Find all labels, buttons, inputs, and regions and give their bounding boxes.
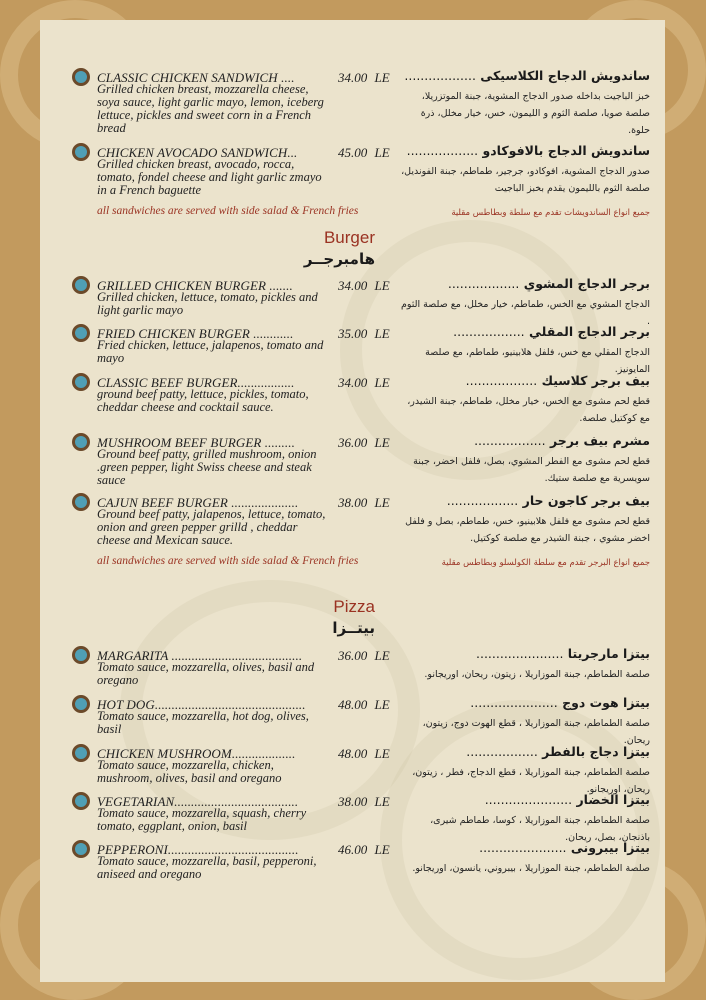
item-description-arabic: قطع لحم مشوى مع الفطر المشوي، بصل، فلفل اخضر، جبنة سويسرية مع صلصة ستيك.: [413, 456, 650, 484]
item-description-arabic: صلصة الطماطم، جبنة الموزاريلا ، كوسا، طماطم شيرى، باذنجان، بصل، ريحان.: [430, 815, 650, 843]
item-description: Tomato sauce, mozzarella, hot dog, olives, basil: [97, 709, 309, 736]
item-name-arabic: بيف برجر كاجون حار ..................: [446, 493, 650, 508]
item-name-arabic: ساندويش الدجاج الكلاسيكى ..................: [404, 68, 650, 83]
bullet-icon: [72, 744, 90, 762]
sandwich-note-arabic: جميع انواع الساندويشات تقدم مع سلطة وبطاطس مقلية: [451, 208, 650, 218]
item-name: PEPPERONI.......................................: [97, 842, 299, 857]
item-name-arabic: ساندويش الدجاج بالافوكادو ..................: [406, 143, 650, 158]
item-description-arabic: الدجاج المقلي مع خس، فلفل هلابينيو، طماطم، مع صلصة المايونيز.: [425, 347, 650, 375]
arabic-name-text: بيف برجر كاجون حار: [522, 493, 650, 508]
item-description: Tomato sauce, mozzarella, olives, basil and oregano: [97, 660, 315, 687]
item-description: Grilled chicken breast, mozzarella cheese, soya sauce, light garlic mayo, lemon, iceberg lettuce, pickles and sweet corn in a French bread: [97, 82, 324, 135]
item-name: CHICKEN MUSHROOM...................: [97, 746, 296, 761]
item-price: 46.00 LE: [338, 842, 390, 857]
item-description-arabic: قطع لحم مشوى مع فلفل هلابينيو، خس، طماطم، بصل و فلفل اخضر مشوي ، جبنة الشيدر مع صلصة كوكتيل.: [405, 516, 650, 544]
item-name-arabic: بيف برجر كلاسيك ..................: [465, 373, 650, 388]
arabic-name-text: برجر الدجاج المشوي: [523, 276, 650, 291]
arabic-name-text: برجر الدجاج المقلي: [529, 324, 650, 339]
item-name-arabic: بيتزا هوت دوج ......................: [470, 695, 650, 710]
item-name: MARGARITA .......................................: [97, 648, 303, 663]
item-description: Fried chicken, lettuce, jalapenos, tomato and mayo: [97, 338, 324, 365]
item-description-arabic: صلصة الطماطم، جبنة الموزاريلا ، قطع الهوت دوج، زيتون، ريحان.: [422, 718, 650, 746]
item-price: 35.00 LE: [338, 326, 390, 341]
item-name-arabic: مشرم بيف برجر ..................: [474, 433, 650, 448]
arabic-name-text: بيتزا هوت دوج: [562, 695, 650, 710]
bullet-icon: [72, 433, 90, 451]
item-name: HOT DOG.............................................: [97, 697, 306, 712]
item-name: GRILLED CHICKEN BURGER .......: [97, 278, 293, 293]
item-name: CAJUN BEEF BURGER ....................: [97, 495, 299, 510]
bullet-icon: [72, 646, 90, 664]
item-description: ground beef patty, lettuce, pickles, tomato, cheddar cheese and cocktail sauce.: [97, 387, 309, 414]
arabic-name-text: بيف برجر كلاسيك: [541, 373, 650, 388]
item-name-arabic: بيتزا دجاج بالفطر ..................: [466, 744, 650, 759]
item-price: 36.00 LE: [338, 648, 390, 663]
item-price: 36.00 LE: [338, 435, 390, 450]
arabic-name-text: ساندويش الدجاج بالافوكادو: [482, 143, 650, 158]
item-name-arabic: بيتزا بيبرونى ......................: [479, 840, 650, 855]
bullet-icon: [72, 695, 90, 713]
item-name: MUSHROOM BEEF BURGER .........: [97, 435, 295, 450]
item-description-arabic: قطع لحم مشوى مع الخس، خيار مخلل، طماطم، جبنة الشيدر، مع كوكتيل صلصة.: [407, 396, 650, 424]
section-title-burger-arabic: هامبرجــر: [303, 250, 375, 268]
item-name-arabic: برجر الدجاج المقلي ..................: [453, 324, 650, 339]
item-price: 48.00 LE: [338, 697, 390, 712]
item-price: 34.00 LE: [338, 278, 390, 293]
item-description: Tomato sauce, mozzarella, chicken, mushroom, olives, basil and oregano: [97, 758, 282, 785]
item-description-arabic: خبز الباجيت بداخله صدور الدجاج المشوية، جبنة الموتزريلا، صلصة صويا، صلصة الثوم و الليمون، خس، خيار مخلل، ذرة حلوة.: [420, 91, 650, 136]
section-title-pizza-arabic: بيتــزا: [332, 619, 375, 637]
item-description-arabic: الدجاج المشوي مع الخس، طماطم، خيار مخلل، مع صلصة الثوم .: [400, 299, 650, 327]
item-price: 34.00 LE: [338, 375, 390, 390]
arabic-name-text: بيتزا مارجريتا: [567, 646, 650, 661]
bullet-icon: [72, 324, 90, 342]
item-description: Grilled chicken breast, avocado, rocca, tomato, fondel cheese and light garlic zmayo in a French baguette: [97, 157, 322, 197]
item-description: Tomato sauce, mozzarella, basil, pepperoni, aniseed and oregano: [97, 854, 317, 881]
arabic-name-text: بيتزا الخضار: [576, 792, 650, 807]
arabic-name-text: مشرم بيف برجر: [549, 433, 650, 448]
item-price: 48.00 LE: [338, 746, 390, 761]
item-description-arabic: صلصة الطماطم، جبنة الموزاريلا ، بيبروني، يانسون، اوريجانو.: [412, 863, 650, 874]
arabic-name-text: بيتزا دجاج بالفطر: [542, 744, 650, 759]
item-description: Ground beef patty, grilled mushroom, onion .green pepper, light Swiss cheese and steak sauce: [97, 447, 317, 487]
item-price: 38.00 LE: [338, 794, 390, 809]
bullet-icon: [72, 143, 90, 161]
item-description: Grilled chicken, lettuce, tomato, pickles and light garlic mayo: [97, 290, 318, 317]
item-description-arabic: صدور الدجاج المشوية، افوكادو، جرجير، طماطم، جبنة الفونديل، صلصة الثوم بالليمون يقدم بخبز الباجيت: [401, 166, 650, 194]
item-name: CLASSIC CHICKEN SANDWICH ....: [97, 70, 295, 85]
item-name: CHICKEN AVOCADO SANDWICH...: [97, 145, 298, 160]
item-price: 34.00 LE: [338, 70, 390, 85]
item-name-arabic: بيتزا الخضار ......................: [484, 792, 650, 807]
item-name-arabic: بيتزا مارجريتا ......................: [476, 646, 650, 661]
section-title-pizza: Pizza: [333, 597, 375, 616]
item-description-arabic: صلصة الطماطم، جبنة الموزاريلا ، قطع الدجاج، فطر ، زيتون، ريحان، اوريجانو.: [412, 767, 650, 795]
item-name-arabic: برجر الدجاج المشوي ..................: [447, 276, 650, 291]
item-description: Ground beef patty, jalapenos, lettuce, tomato, onion and green pepper grilld , cheddar cheese and Mexican sauce.: [97, 507, 326, 547]
bullet-icon: [72, 792, 90, 810]
sandwich-note: all sandwiches are served with side salad & French fries: [97, 205, 359, 217]
bullet-icon: [72, 276, 90, 294]
item-description-arabic: صلصة الطماطم، جبنة الموزاريلا ، زيتون، ريحان، اوريجانو.: [424, 669, 650, 680]
burger-note: all sandwiches are served with side salad & French fries: [97, 555, 359, 567]
item-price: 45.00 LE: [338, 145, 390, 160]
burger-note-arabic: جميع انواع البرجر تقدم مع سلطة الكولسلو وبطاطس مقلية: [441, 558, 650, 568]
item-name: VEGETARIAN.....................................: [97, 794, 299, 809]
item-price: 38.00 LE: [338, 495, 390, 510]
bullet-icon: [72, 493, 90, 511]
item-name: FRIED CHICKEN BURGER ............: [97, 326, 294, 341]
item-name: CLASSIC BEEF BURGER.................: [97, 375, 295, 390]
bullet-icon: [72, 840, 90, 858]
arabic-name-text: ساندويش الدجاج الكلاسيكى: [480, 68, 650, 83]
item-description: Tomato sauce, mozzarella, squash, cherry tomato, eggplant, onion, basil: [97, 806, 307, 833]
bullet-icon: [72, 68, 90, 86]
section-title-burger: Burger: [323, 228, 375, 247]
bullet-icon: [72, 373, 90, 391]
arabic-name-text: بيتزا بيبرونى: [570, 840, 650, 855]
